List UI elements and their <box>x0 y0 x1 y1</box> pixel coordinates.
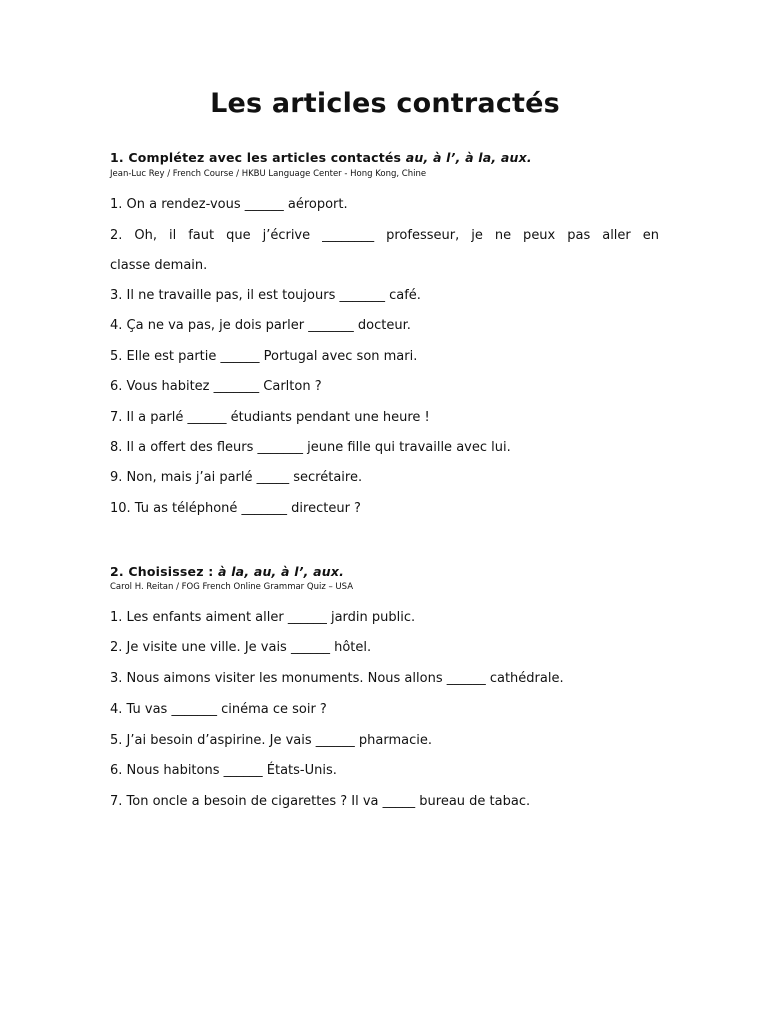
section-1-heading-italic: au, à l’, à la, aux. <box>405 150 532 165</box>
page-title: Les articles contractés <box>210 88 560 119</box>
exercise-2-item-2: 2. Je visite une ville. Je vais ______ hôtel. <box>110 640 372 655</box>
section-2-heading-text: 2. Choisissez : <box>110 564 219 579</box>
exercise-1-item-2: 2. Oh, il faut que j’écrive ________ professeur, je ne peux pas aller en <box>110 228 659 243</box>
exercise-2-item-6: 6. Nous habitons ______ États-Unis. <box>110 763 337 778</box>
section-2-heading-italic: à la, au, à l’, aux. <box>218 564 345 579</box>
exercise-1-item-5: 5. Elle est partie ______ Portugal avec son mari. <box>110 349 418 364</box>
section-2-source: Carol H. Reitan / FOG French Online Grammar Quiz – USA <box>110 582 354 592</box>
exercise-1-item-1: 1. On a rendez-vous ______ aéroport. <box>110 197 348 212</box>
exercise-1-item-10: 10. Tu as téléphoné _______ directeur ? <box>110 501 361 516</box>
exercise-2-item-1: 1. Les enfants aiment aller ______ jardin public. <box>110 610 416 625</box>
exercise-1-item-6: 6. Vous habitez _______ Carlton ? <box>110 379 322 394</box>
exercise-1-item-3: 3. Il ne travaille pas, il est toujours _______ café. <box>110 288 421 303</box>
section-2-heading <box>110 564 344 579</box>
exercise-2-item-3: 3. Nous aimons visiter les monuments. Nous allons ______ cathédrale. <box>110 671 564 686</box>
section-1-source: Jean-Luc Rey / French Course / HKBU Language Center - Hong Kong, Chine <box>110 169 427 179</box>
exercise-2-item-5: 5. J’ai besoin d’aspirine. Je vais ______ pharmacie. <box>110 733 432 748</box>
exercise-1-item-4: 4. Ça ne va pas, je dois parler _______ docteur. <box>110 318 411 333</box>
section-1-heading <box>110 150 532 165</box>
exercise-1-item-2-continued: classe demain. <box>110 258 208 273</box>
exercise-1-item-7: 7. Il a parlé ______ étudiants pendant une heure ! <box>110 410 430 425</box>
section-1-heading-text: 1. Complétez avec les articles contactés <box>110 150 406 165</box>
exercise-2-item-7: 7. Ton oncle a besoin de cigarettes ? Il va _____ bureau de tabac. <box>110 794 531 809</box>
exercise-2-item-4: 4. Tu vas _______ cinéma ce soir ? <box>110 702 327 717</box>
exercise-1-item-9: 9. Non, mais j’ai parlé _____ secrétaire. <box>110 470 363 485</box>
exercise-1-item-8: 8. Il a offert des fleurs _______ jeune fille qui travaille avec lui. <box>110 440 511 455</box>
